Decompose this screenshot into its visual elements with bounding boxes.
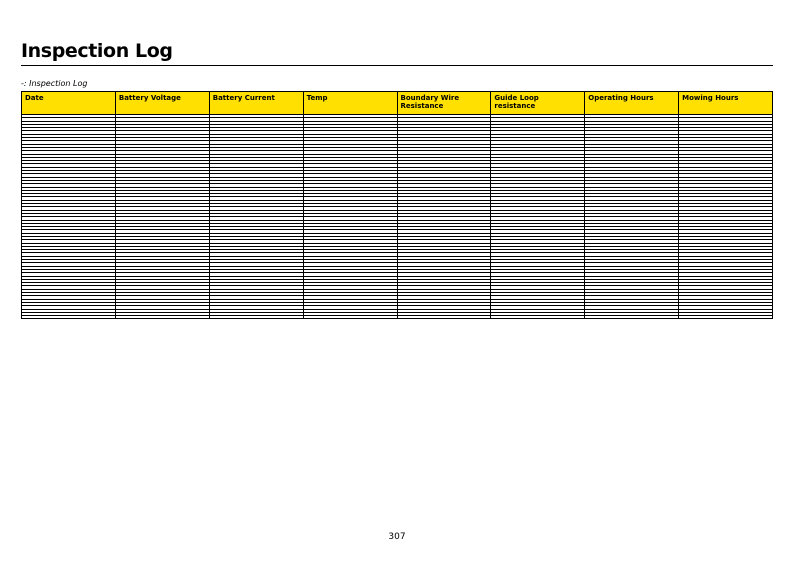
table-header-row	[22, 92, 773, 115]
table-cell[interactable]	[585, 316, 679, 319]
table-cell[interactable]	[22, 316, 116, 319]
table-cell[interactable]	[115, 316, 209, 319]
column-header-temp: Temp	[303, 92, 397, 115]
table-row	[22, 316, 773, 319]
table-cell[interactable]	[209, 316, 303, 319]
table-cell[interactable]	[491, 316, 585, 319]
column-header-operating-hours: Operating Hours	[585, 92, 679, 115]
column-header-battery-voltage: Battery Voltage	[115, 92, 209, 115]
column-header-boundary-wire-resistance: Boundary Wire Resistance	[397, 92, 491, 115]
title-divider	[21, 65, 773, 66]
table-cell[interactable]	[679, 316, 773, 319]
table-body	[22, 115, 773, 319]
page-number: 307	[388, 532, 406, 542]
column-header-guide-loop-resistance: Guide Loop resistance	[491, 92, 585, 115]
table-cell[interactable]	[397, 316, 491, 319]
table-cell[interactable]	[303, 316, 397, 319]
inspection-log-table	[21, 91, 773, 319]
column-header-mowing-hours: Mowing Hours	[679, 92, 773, 115]
table-caption: -: Inspection Log	[21, 79, 88, 88]
page-title: Inspection Log	[21, 40, 173, 62]
column-header-battery-current: Battery Current	[209, 92, 303, 115]
column-header-date: Date	[22, 92, 116, 115]
